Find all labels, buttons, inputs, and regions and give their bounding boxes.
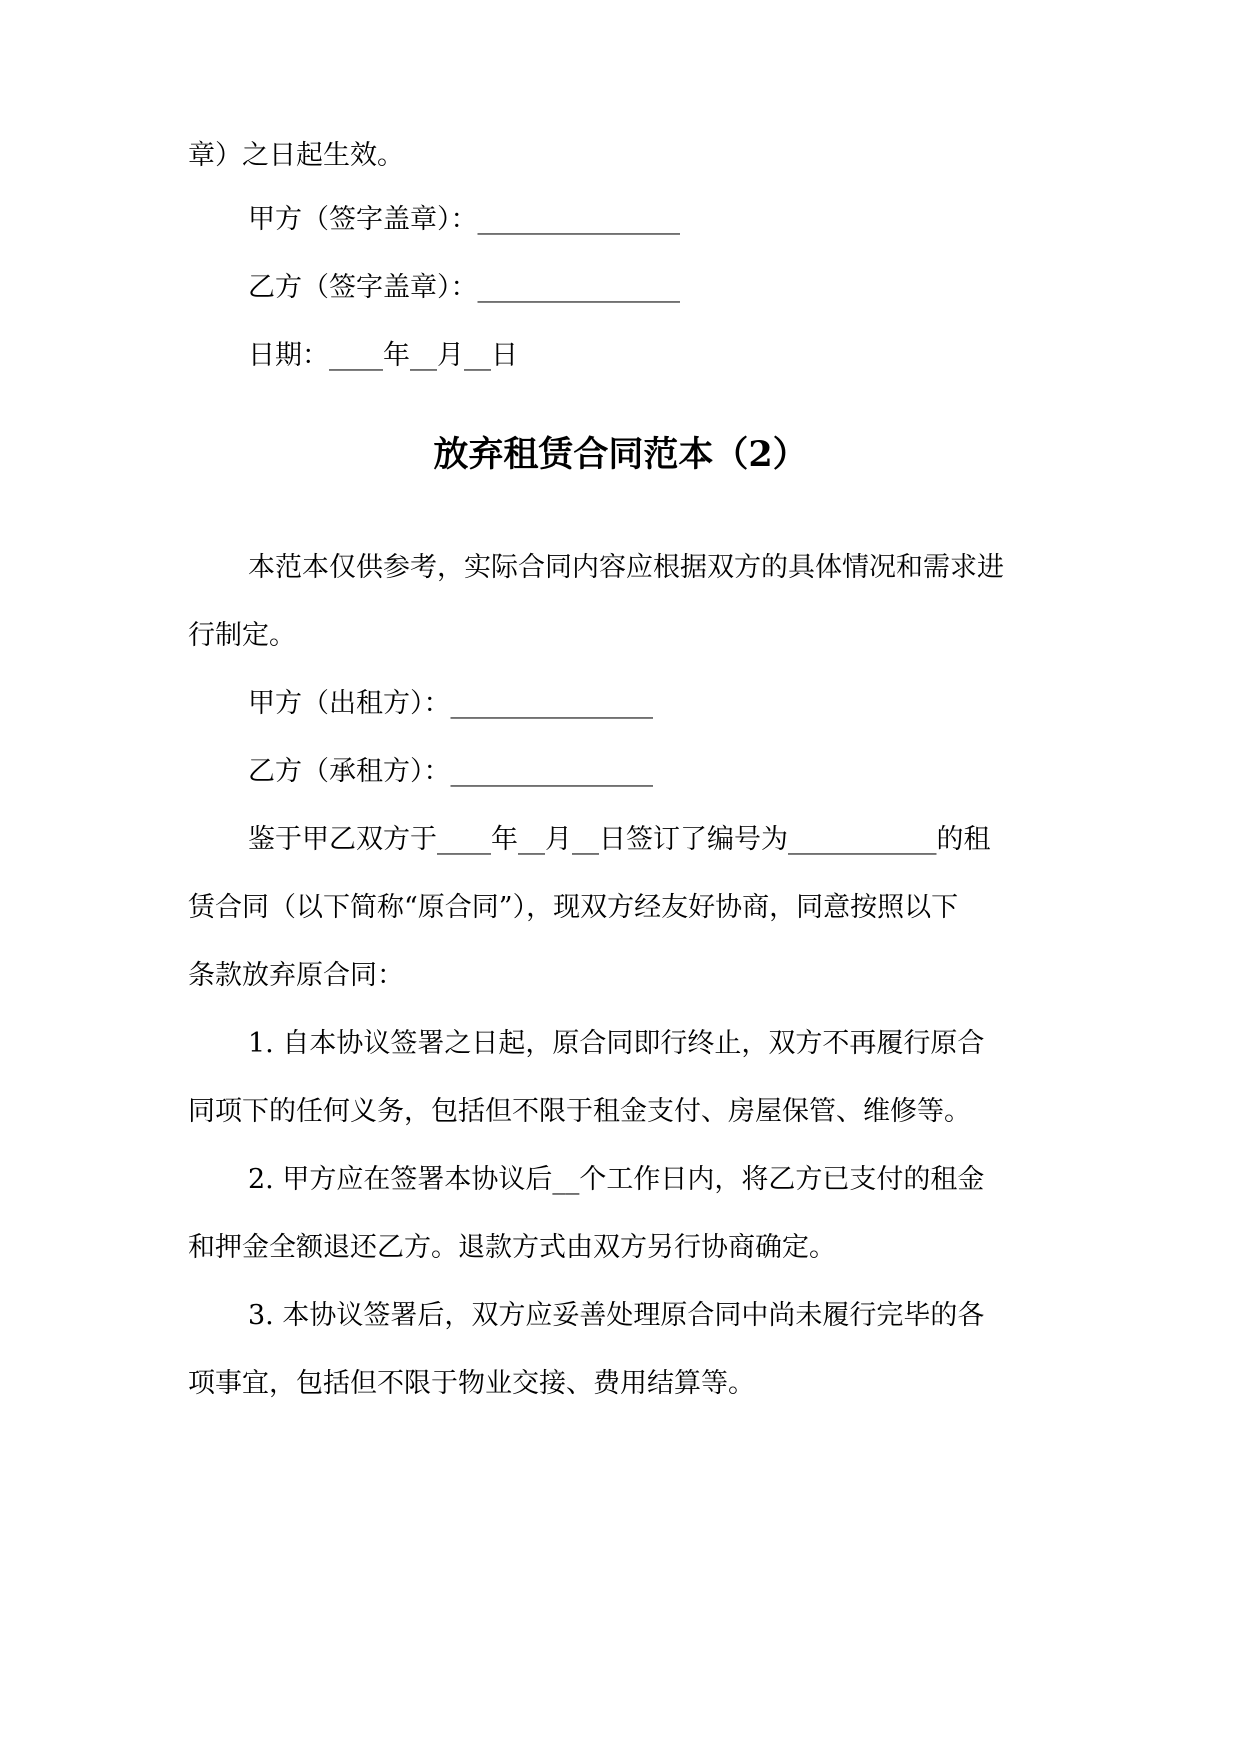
whereas-paragraph-line: 条款放弃原合同： [188,960,404,991]
intro-paragraph-line: 行制定。 [188,620,296,651]
clause-2-line: 和押金全额退还乙方。退款方式由双方另行协商确定。 [188,1232,836,1263]
whereas-paragraph-line: 鉴于甲乙双方于____年__月__日签订了编号为___________的租 [248,824,991,855]
section-title: 放弃租赁合同范本（2） [433,434,808,475]
clause-1-line: 同项下的任何义务，包括但不限于租金支付、房屋保管、维修等。 [188,1096,971,1127]
clause-1-line: 1. 自本协议签署之日起，原合同即行终止，双方不再履行原合 [248,1028,985,1059]
signature-party-b: 乙方（签字盖章）：_______________ [248,272,680,303]
continued-text: 章）之日起生效。 [188,140,404,171]
intro-paragraph-line: 本范本仅供参考，实际合同内容应根据双方的具体情况和需求进 [248,552,1004,583]
whereas-paragraph-line: 赁合同（以下简称“原合同”），现双方经友好协商，同意按照以下 [188,892,959,923]
party-a-lessor: 甲方（出租方）：_______________ [248,688,653,719]
clause-3-line: 3. 本协议签署后，双方应妥善处理原合同中尚未履行完毕的各 [248,1300,985,1331]
signature-date: 日期：____年__月__日 [248,340,518,371]
clause-2-line: 2. 甲方应在签署本协议后__个工作日内，将乙方已支付的租金 [248,1164,985,1195]
clause-3-line: 项事宜，包括但不限于物业交接、费用结算等。 [188,1368,755,1399]
party-b-lessee: 乙方（承租方）：_______________ [248,756,653,787]
signature-party-a: 甲方（签字盖章）：_______________ [248,204,680,235]
